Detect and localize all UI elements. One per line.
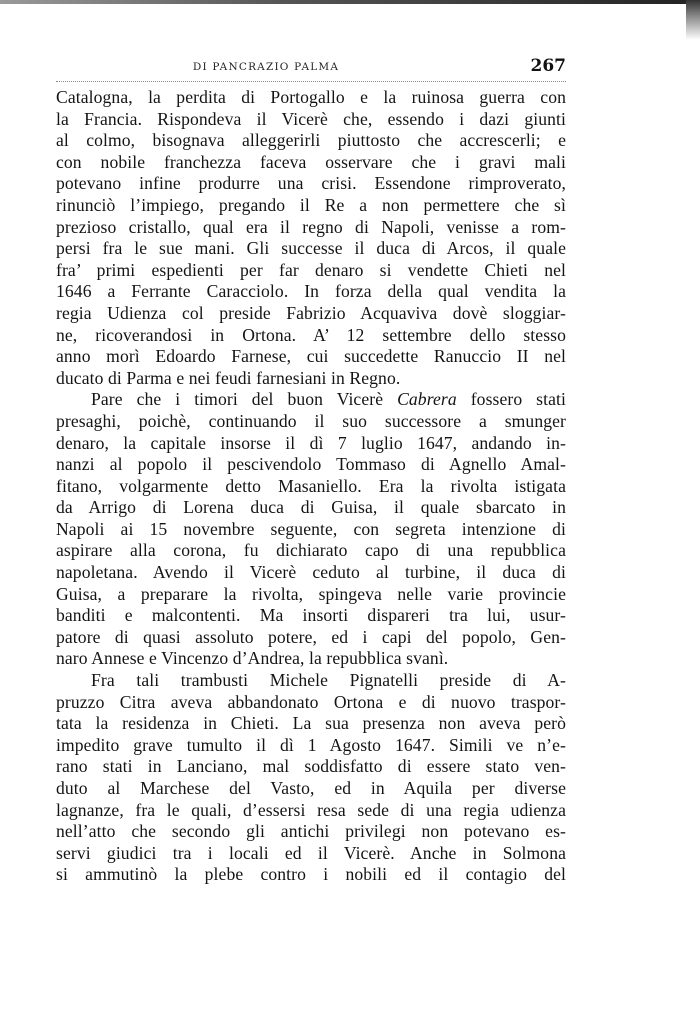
- page-corner-shadow: [686, 0, 700, 40]
- text-line: al colmo, bisognava alleggerirli piuttosto che accrescerli; e: [56, 130, 566, 151]
- text-line: nanzi al popolo il pescivendolo Tommaso di Agnello Amal-: [56, 454, 566, 475]
- text-line: nell’atto che secondo gli antichi privilegi non potevano es-: [56, 821, 566, 842]
- text-line: fra’ primi espedienti per far denaro si vendette Chieti nel: [56, 259, 566, 280]
- paragraph-end-line: ducato di Parma e nei feudi farnesiani in Regno.: [56, 367, 401, 388]
- text-line: patore di quasi assoluto potere, ed i capi del popolo, Gen-: [56, 626, 566, 647]
- text-line: ne, ricoverandosi in Ortona. A’ 12 settembre dello stesso: [56, 324, 566, 345]
- page-top-edge: [0, 0, 700, 4]
- text-line: potevano infine produrre una crisi. Essendone rimproverato,: [56, 173, 566, 194]
- text-line: aspirare alla corona, fu dichiarato capo di una repubblica: [56, 540, 566, 561]
- text-line: persi fra le sue mani. Gli successe il duca di Arcos, il quale: [56, 238, 566, 259]
- text-line: regia Udienza col preside Fabrizio Acquaviva dovè sloggiar-: [56, 302, 566, 323]
- text-line: fitano, volgarmente detto Masaniello. Era la rivolta istigata: [56, 475, 566, 496]
- text-line: lagnanze, fra le quali, d’essersi resa sede di una regia udienza: [56, 799, 566, 820]
- text-line: duto al Marchese del Vasto, ed in Aquila per diverse: [56, 778, 566, 798]
- text-line: 1646 a Ferrante Caracciolo. In forza della qual vendita la: [56, 281, 566, 302]
- italic-name: Cabrera: [397, 389, 457, 410]
- text-line: da Arrigo di Lorena duca di Guisa, il quale sbarcato in: [56, 497, 566, 518]
- text-line: napoletana. Avendo il Vicerè ceduto al turbine, il duca di: [56, 562, 566, 583]
- text-line: presaghi, poichè, continuando il suo successore a smunger: [56, 410, 566, 431]
- body-text: [56, 87, 566, 886]
- paragraph-end-line: naro Annese e Vincenzo d’Andrea, la repubblica svanì.: [56, 648, 449, 669]
- text-line: denaro, la capitale insorse il dì 7 luglio 1647, andando in-: [56, 432, 566, 453]
- running-head: [56, 56, 566, 78]
- text-line: pruzzo Citra aveva abbandonato Ortona e di nuovo traspor-: [56, 691, 566, 712]
- text-line: Guisa, a preparare la rivolta, spingeva nelle varie provincie: [56, 583, 566, 604]
- text-line: si ammutinò la plebe contro i nobili ed il contagio del: [56, 864, 566, 885]
- text-line: anno morì Edoardo Farnese, cui succedette Ranuccio II nel: [56, 346, 566, 367]
- paragraph-start-line: Fra tali trambusti Michele Pignatelli preside di A-: [91, 670, 566, 691]
- text-line: impedito grave tumulto il dì 1 Agosto 1647. Simili ve n’e-: [56, 734, 566, 755]
- text-run: fossero stati: [456, 389, 566, 410]
- text-line: rinunciò l’impiego, pregando il Re a non permettere che sì: [56, 194, 566, 215]
- text-line: prezioso cristallo, qual era il regno di Napoli, venisse a rom-: [56, 216, 566, 237]
- text-line: con nobile franchezza faceva osservare che i gravi mali: [56, 151, 566, 172]
- text-line: Catalogna, la perdita di Portogallo e la ruinosa guerra con: [56, 87, 566, 107]
- paragraph-start-line: [56, 389, 566, 411]
- text-line: Napoli ai 15 novembre seguente, con segreta intenzione di: [56, 518, 566, 539]
- page-number: 267: [530, 56, 566, 76]
- running-title: DI PANCRAZIO PALMA: [192, 61, 340, 73]
- text-run: Pare che i timori del buon Vicerè: [91, 389, 398, 410]
- text-line: tata la residenza in Chieti. La sua presenza non aveva però: [56, 713, 566, 734]
- text-line: banditi e malcontenti. Ma insorti dispareri tra lui, usur-: [56, 605, 566, 626]
- text-line: servi giudici tra i locali ed il Vicerè. Anche in Solmona: [56, 842, 566, 863]
- text-line: rano stati in Lanciano, mal soddisfatto di essere stato ven-: [56, 756, 566, 777]
- text-line: la Francia. Rispondeva il Vicerè che, essendo i dazi giunti: [56, 108, 566, 129]
- header-dotted-rule: [56, 81, 566, 82]
